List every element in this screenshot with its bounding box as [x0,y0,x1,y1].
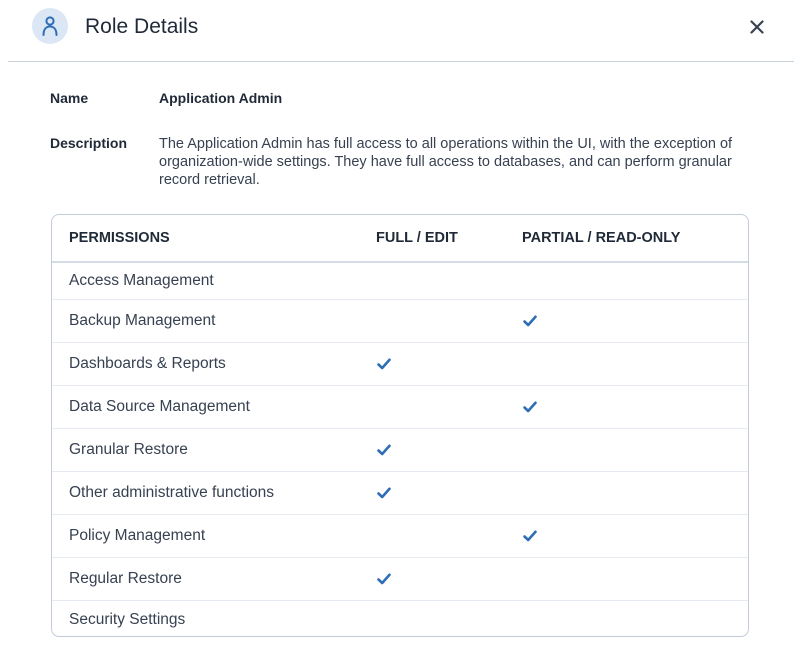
table-row [52,472,748,515]
permission-name: Data Source Management [52,386,376,429]
full-edit-cell [376,515,522,558]
column-header-permissions: PERMISSIONS [52,215,376,262]
partial-read-only-cell [522,558,748,601]
name-label: Name [50,90,89,106]
name-value: Application Admin [159,90,283,106]
partial-read-only-cell [522,386,748,429]
table-header-row [52,215,748,262]
partial-read-only-cell [522,515,748,558]
permission-name: Policy Management [52,515,376,558]
table-row [52,386,748,429]
table-row [52,343,748,386]
partial-read-only-cell [522,262,748,300]
full-edit-cell [376,343,522,386]
permission-name: Other administrative functions [52,472,376,515]
column-header-full-edit: FULL / EDIT [376,215,522,262]
checkmark-icon [376,571,392,587]
partial-read-only-cell [522,472,748,515]
permission-name: Granular Restore [52,429,376,472]
permission-name: Security Settings [69,611,186,628]
full-edit-cell [376,386,522,429]
description-label: Description [50,135,128,151]
full-edit-cell [376,601,522,638]
dialog-title: Role Details [85,15,199,38]
full-edit-cell [376,300,522,343]
partial-read-only-cell [522,429,748,472]
permission-name: Regular Restore [52,558,376,601]
permission-name: Backup Management [52,300,376,343]
permission-name: Dashboards & Reports [52,343,376,386]
checkmark-icon [522,528,538,544]
permission-name: Access Management [52,262,376,300]
partial-read-only-cell [522,343,748,386]
dialog-header [8,0,794,62]
close-button[interactable] [742,12,772,42]
table-row [52,601,748,638]
table-row [52,262,748,300]
full-edit-cell [376,558,522,601]
permissions-table [51,214,749,637]
table-row [52,558,748,601]
full-edit-cell [376,262,522,300]
checkmark-icon [522,399,538,415]
full-edit-cell [376,472,522,515]
column-header-partial-read-only: PARTIAL / READ-ONLY [522,215,748,262]
table-row [52,515,748,558]
partial-read-only-cell [522,300,748,343]
checkmark-icon [376,442,392,458]
full-edit-cell [376,429,522,472]
table-row [52,429,748,472]
user-icon [32,8,68,44]
close-icon [750,20,764,34]
checkmark-icon [522,313,538,329]
checkmark-icon [376,485,392,501]
checkmark-icon [376,356,392,372]
description-value: The Application Admin has full access to all operations within the UI, with the exception of organization-wide settings. They have full access to databases, and can perform granular record retrieval. [159,136,733,188]
partial-read-only-cell [522,601,748,638]
table-row [52,300,748,343]
